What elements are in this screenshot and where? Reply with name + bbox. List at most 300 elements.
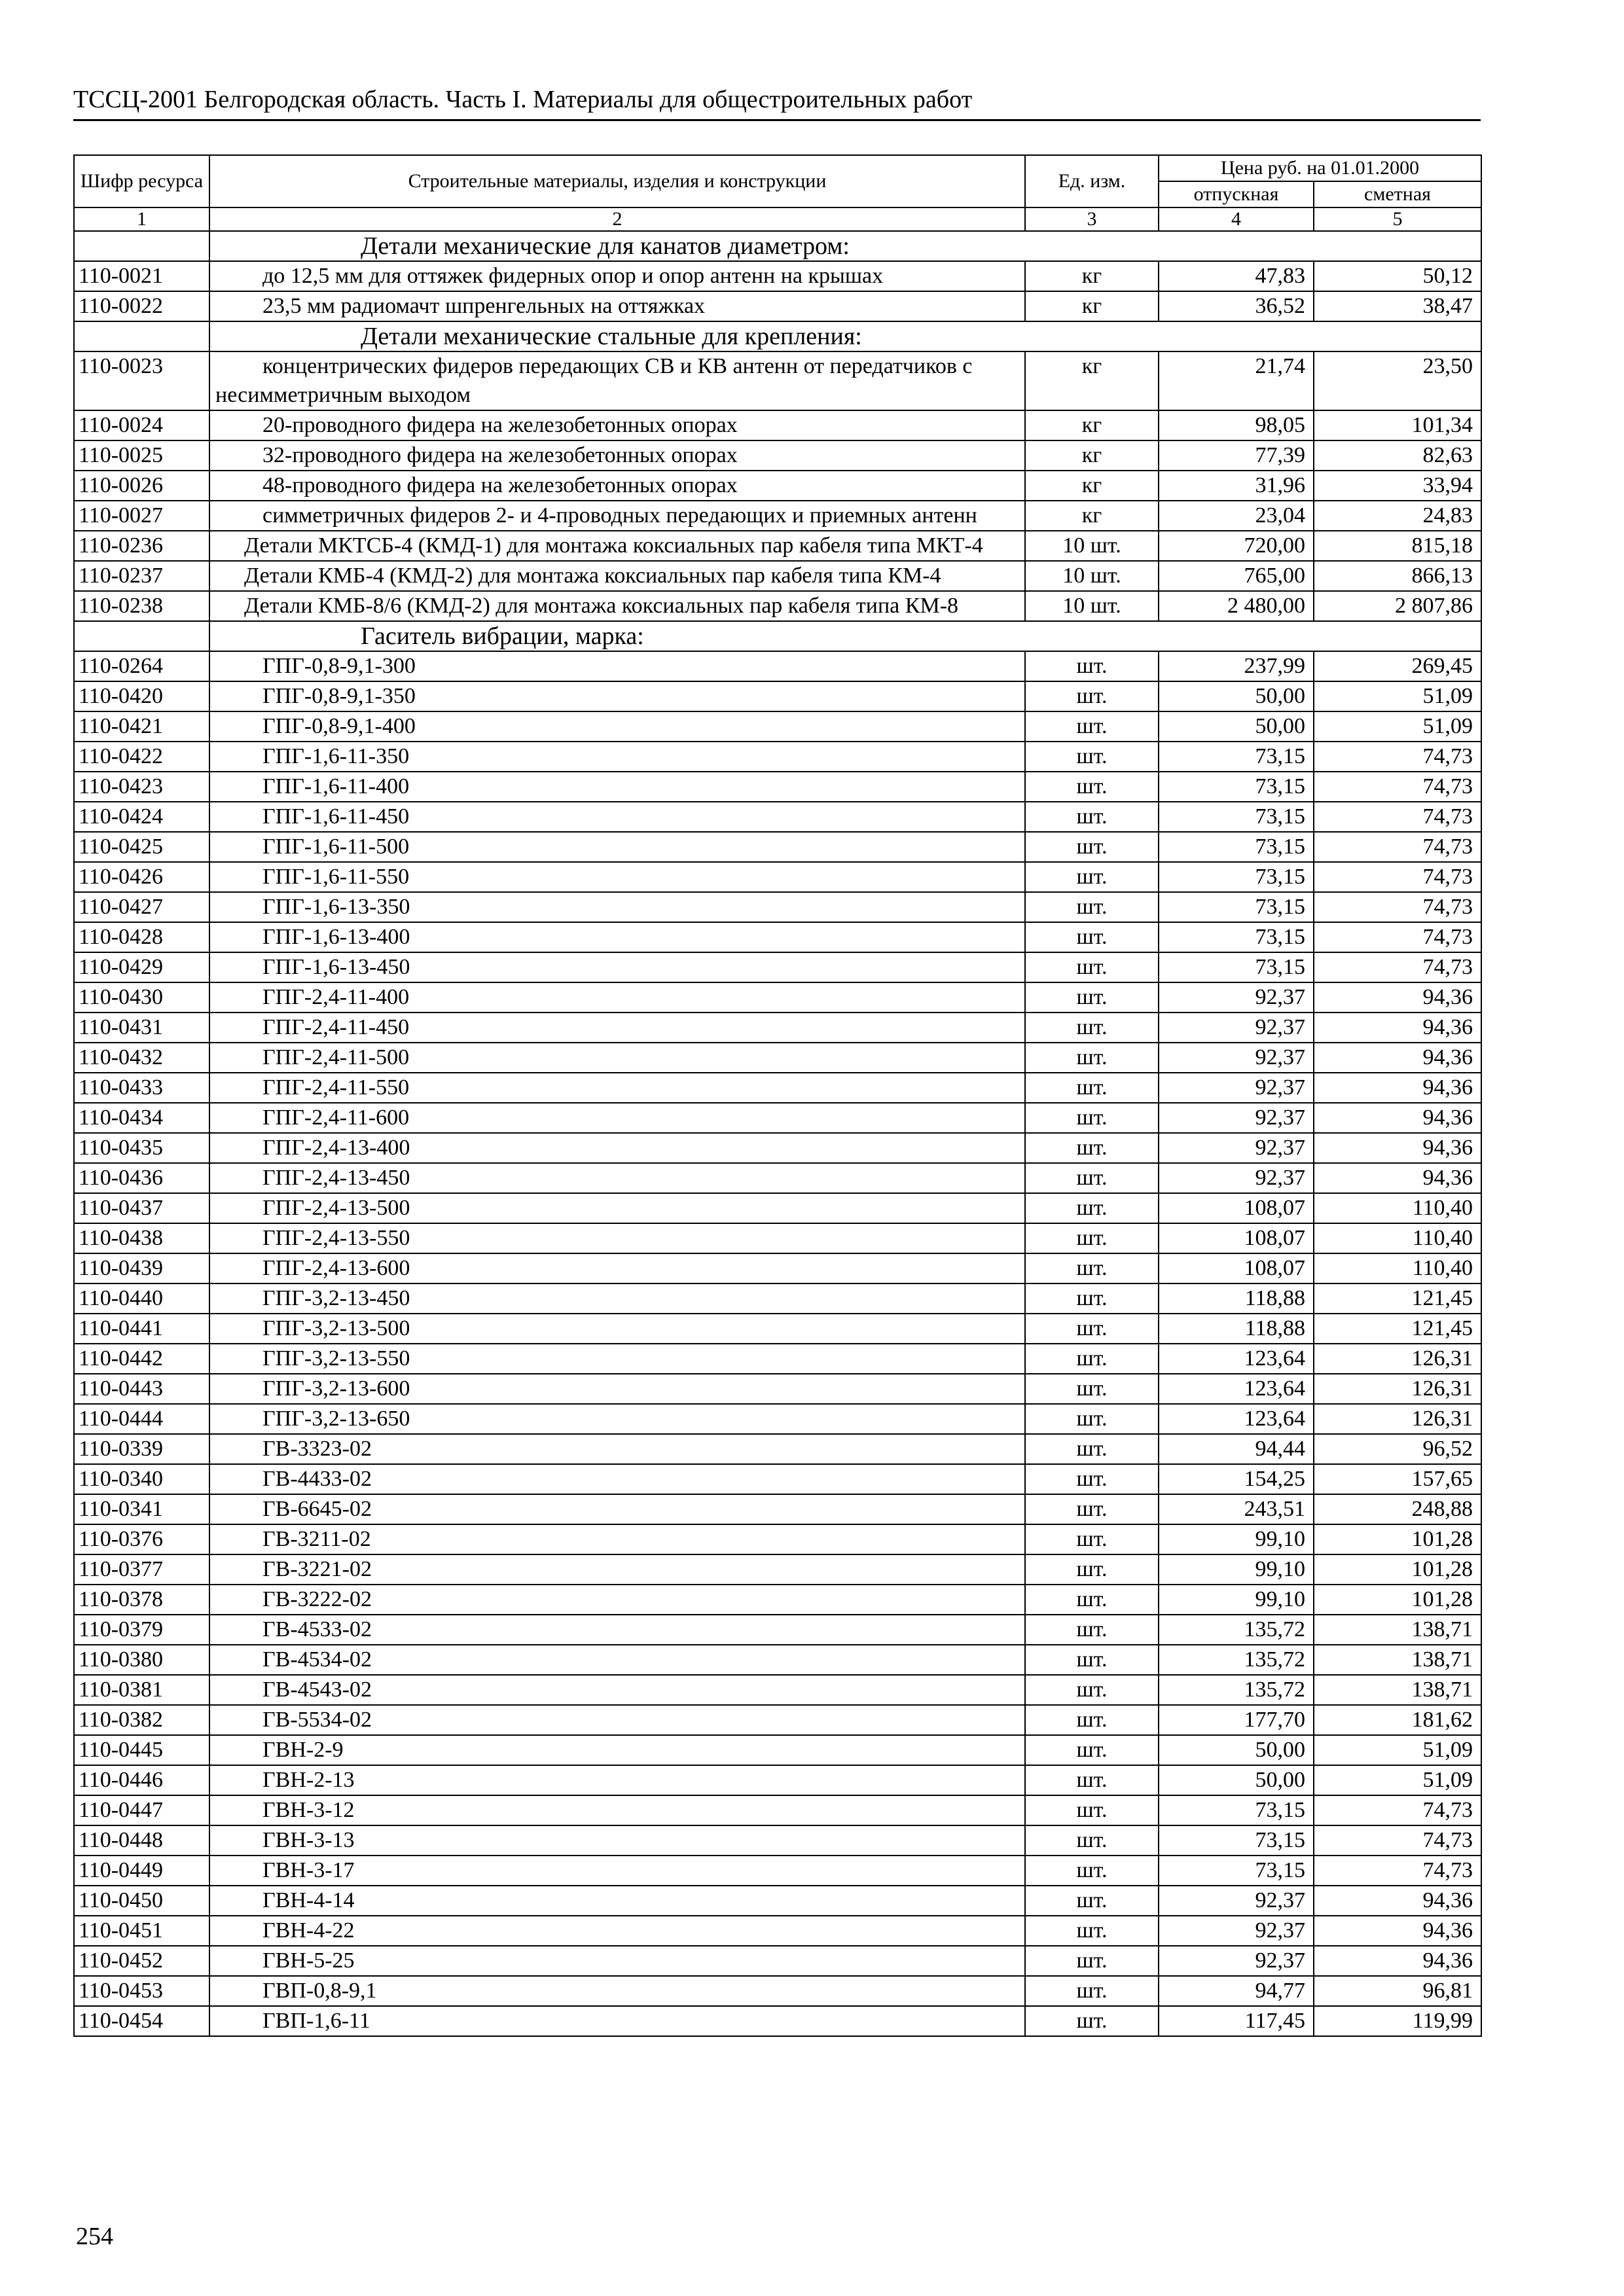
resource-code: 110-0425 — [74, 832, 209, 862]
section-row — [74, 231, 1481, 261]
release-price: 92,37 — [1159, 1163, 1314, 1193]
col-header-code: Шифр ресурса — [74, 155, 209, 207]
material-name: ГПГ-1,6-11-500 — [209, 832, 1025, 862]
unit: шт. — [1025, 1585, 1159, 1615]
estimate-price: 157,65 — [1314, 1464, 1481, 1494]
material-name: ГВ-4433-02 — [209, 1464, 1025, 1494]
resource-code: 110-0444 — [74, 1404, 209, 1434]
col-header-name: Строительные материалы, изделия и конструкции — [209, 155, 1025, 207]
resource-code: 110-0422 — [74, 742, 209, 772]
table-row — [74, 862, 1481, 892]
release-price: 94,77 — [1159, 1976, 1314, 2006]
estimate-price: 74,73 — [1314, 952, 1481, 982]
section-code-cell — [74, 621, 209, 651]
release-price: 117,45 — [1159, 2006, 1314, 2036]
col-header-unit: Ед. изм. — [1025, 155, 1159, 207]
resource-code: 110-0420 — [74, 681, 209, 711]
table-row — [74, 1434, 1481, 1464]
material-name: ГВН-3-12 — [209, 1795, 1025, 1825]
table-row — [74, 1795, 1481, 1825]
unit: кг — [1025, 410, 1159, 440]
resource-code: 110-0341 — [74, 1494, 209, 1524]
col-number: 4 — [1159, 207, 1314, 231]
estimate-price: 51,09 — [1314, 1735, 1481, 1765]
material-name: ГПГ-0,8-9,1-400 — [209, 711, 1025, 742]
unit: шт. — [1025, 711, 1159, 742]
estimate-price: 94,36 — [1314, 1133, 1481, 1163]
release-price: 77,39 — [1159, 440, 1314, 471]
estimate-price: 74,73 — [1314, 1856, 1481, 1886]
release-price: 108,07 — [1159, 1223, 1314, 1253]
estimate-price: 74,73 — [1314, 772, 1481, 802]
release-price: 92,37 — [1159, 1013, 1314, 1043]
release-price: 73,15 — [1159, 892, 1314, 922]
estimate-price: 110,40 — [1314, 1253, 1481, 1283]
resource-code: 110-0432 — [74, 1043, 209, 1073]
estimate-price: 138,71 — [1314, 1675, 1481, 1705]
section-title: Детали механические стальные для крепления: — [209, 321, 1481, 351]
table-row — [74, 1765, 1481, 1795]
resource-code: 110-0442 — [74, 1344, 209, 1374]
unit: кг — [1025, 261, 1159, 291]
resource-code: 110-0423 — [74, 772, 209, 802]
section-code-cell — [74, 321, 209, 351]
material-name: Детали КМБ-4 (КМД-2) для монтажа коксиальных пар кабеля типа КМ-4 — [209, 561, 1025, 591]
resource-code: 110-0027 — [74, 501, 209, 531]
release-price: 154,25 — [1159, 1464, 1314, 1494]
estimate-price: 50,12 — [1314, 261, 1481, 291]
unit: шт. — [1025, 1645, 1159, 1675]
table-row — [74, 681, 1481, 711]
unit: шт. — [1025, 1223, 1159, 1253]
price-table — [73, 154, 1482, 2037]
material-name: ГПГ-1,6-13-400 — [209, 922, 1025, 952]
col-header-price: Цена руб. на 01.01.2000 — [1159, 155, 1481, 181]
release-price: 92,37 — [1159, 1886, 1314, 1916]
unit: шт. — [1025, 1946, 1159, 1976]
section-row — [74, 621, 1481, 651]
release-price: 94,44 — [1159, 1434, 1314, 1464]
col-number: 3 — [1025, 207, 1159, 231]
unit: шт. — [1025, 1916, 1159, 1946]
unit: шт. — [1025, 1103, 1159, 1133]
material-name: 20-проводного фидера на железобетонных опорах — [209, 410, 1025, 440]
material-name: Детали КМБ-8/6 (КМД-2) для монтажа коксиальных пар кабеля типа КМ-8 — [209, 591, 1025, 621]
resource-code: 110-0379 — [74, 1615, 209, 1645]
material-name: ГПГ-2,4-11-450 — [209, 1013, 1025, 1043]
resource-code: 110-0026 — [74, 471, 209, 501]
estimate-price: 126,31 — [1314, 1404, 1481, 1434]
estimate-price: 94,36 — [1314, 1163, 1481, 1193]
release-price: 21,74 — [1159, 351, 1314, 410]
release-price: 135,72 — [1159, 1615, 1314, 1645]
table-row — [74, 1404, 1481, 1434]
table-row — [74, 440, 1481, 471]
material-name: ГПГ-1,6-11-450 — [209, 802, 1025, 832]
release-price: 92,37 — [1159, 1946, 1314, 1976]
material-name: ГВП-1,6-11 — [209, 2006, 1025, 2036]
resource-code: 110-0435 — [74, 1133, 209, 1163]
release-price: 73,15 — [1159, 742, 1314, 772]
release-price: 92,37 — [1159, 1916, 1314, 1946]
unit: шт. — [1025, 1554, 1159, 1585]
unit: шт. — [1025, 862, 1159, 892]
unit: шт. — [1025, 1404, 1159, 1434]
material-name: ГВ-4534-02 — [209, 1645, 1025, 1675]
release-price: 118,88 — [1159, 1314, 1314, 1344]
release-price: 36,52 — [1159, 291, 1314, 321]
resource-code: 110-0431 — [74, 1013, 209, 1043]
release-price: 50,00 — [1159, 1735, 1314, 1765]
resource-code: 110-0427 — [74, 892, 209, 922]
table-header — [74, 155, 1481, 231]
resource-code: 110-0024 — [74, 410, 209, 440]
resource-code: 110-0441 — [74, 1314, 209, 1344]
section-title: Детали механические для канатов диаметром: — [209, 231, 1481, 261]
release-price: 177,70 — [1159, 1705, 1314, 1735]
resource-code: 110-0445 — [74, 1735, 209, 1765]
estimate-price: 94,36 — [1314, 1946, 1481, 1976]
table-row — [74, 1374, 1481, 1404]
release-price: 99,10 — [1159, 1524, 1314, 1554]
material-name: ГПГ-2,4-13-400 — [209, 1133, 1025, 1163]
material-name: ГПГ-3,2-13-500 — [209, 1314, 1025, 1344]
estimate-price: 101,34 — [1314, 410, 1481, 440]
release-price: 92,37 — [1159, 982, 1314, 1013]
table-row — [74, 471, 1481, 501]
estimate-price: 815,18 — [1314, 531, 1481, 561]
estimate-price: 101,28 — [1314, 1524, 1481, 1554]
unit: шт. — [1025, 832, 1159, 862]
table-body — [74, 231, 1481, 2036]
resource-code: 110-0428 — [74, 922, 209, 952]
resource-code: 110-0378 — [74, 1585, 209, 1615]
release-price: 50,00 — [1159, 1765, 1314, 1795]
material-name: 48-проводного фидера на железобетонных опорах — [209, 471, 1025, 501]
table-row — [74, 1314, 1481, 1344]
material-name: Детали МКТСБ-4 (КМД-1) для монтажа коксиальных пар кабеля типа МКТ-4 — [209, 531, 1025, 561]
release-price: 92,37 — [1159, 1043, 1314, 1073]
release-price: 73,15 — [1159, 1795, 1314, 1825]
table-row — [74, 832, 1481, 862]
release-price: 73,15 — [1159, 952, 1314, 982]
unit: шт. — [1025, 1765, 1159, 1795]
table-row — [74, 501, 1481, 531]
material-name: ГПГ-2,4-13-500 — [209, 1193, 1025, 1223]
table-row — [74, 772, 1481, 802]
table-row — [74, 1253, 1481, 1283]
resource-code: 110-0421 — [74, 711, 209, 742]
material-name: симметричных фидеров 2- и 4-проводных передающих и приемных антенн — [209, 501, 1025, 531]
col-number: 1 — [74, 207, 209, 231]
unit: шт. — [1025, 1976, 1159, 2006]
release-price: 720,00 — [1159, 531, 1314, 561]
estimate-price: 269,45 — [1314, 651, 1481, 681]
estimate-price: 51,09 — [1314, 681, 1481, 711]
resource-code: 110-0434 — [74, 1103, 209, 1133]
table-row — [74, 1073, 1481, 1103]
table-row — [74, 261, 1481, 291]
estimate-price: 82,63 — [1314, 440, 1481, 471]
table-row — [74, 1645, 1481, 1675]
unit: шт. — [1025, 1163, 1159, 1193]
release-price: 92,37 — [1159, 1073, 1314, 1103]
table-row — [74, 651, 1481, 681]
table-row — [74, 410, 1481, 440]
estimate-price: 248,88 — [1314, 1494, 1481, 1524]
estimate-price: 51,09 — [1314, 711, 1481, 742]
material-name: ГПГ-3,2-13-450 — [209, 1283, 1025, 1314]
estimate-price: 110,40 — [1314, 1223, 1481, 1253]
release-price: 123,64 — [1159, 1374, 1314, 1404]
unit: кг — [1025, 440, 1159, 471]
unit: шт. — [1025, 1524, 1159, 1554]
resource-code: 110-0449 — [74, 1856, 209, 1886]
estimate-price: 74,73 — [1314, 742, 1481, 772]
table-row — [74, 1615, 1481, 1645]
unit: 10 шт. — [1025, 591, 1159, 621]
unit: кг — [1025, 351, 1159, 410]
material-name: ГВП-0,8-9,1 — [209, 1976, 1025, 2006]
table-row — [74, 2006, 1481, 2036]
material-name: ГПГ-2,4-13-450 — [209, 1163, 1025, 1193]
material-name: ГВН-5-25 — [209, 1946, 1025, 1976]
table-row — [74, 1163, 1481, 1193]
resource-code: 110-0430 — [74, 982, 209, 1013]
resource-code: 110-0433 — [74, 1073, 209, 1103]
table-row — [74, 1043, 1481, 1073]
material-name: ГПГ-2,4-11-400 — [209, 982, 1025, 1013]
material-name: ГВН-2-9 — [209, 1735, 1025, 1765]
estimate-price: 96,52 — [1314, 1434, 1481, 1464]
estimate-price: 38,47 — [1314, 291, 1481, 321]
estimate-price: 74,73 — [1314, 892, 1481, 922]
table-row — [74, 1103, 1481, 1133]
material-name: ГВН-2-13 — [209, 1765, 1025, 1795]
table-row — [74, 742, 1481, 772]
resource-code: 110-0448 — [74, 1825, 209, 1856]
release-price: 243,51 — [1159, 1494, 1314, 1524]
unit: шт. — [1025, 922, 1159, 952]
release-price: 23,04 — [1159, 501, 1314, 531]
resource-code: 110-0454 — [74, 2006, 209, 2036]
estimate-price: 23,50 — [1314, 351, 1481, 410]
unit: шт. — [1025, 1344, 1159, 1374]
col-header-estimate: сметная — [1314, 181, 1481, 207]
table-row — [74, 1916, 1481, 1946]
resource-code: 110-0446 — [74, 1765, 209, 1795]
material-name: 32-проводного фидера на железобетонных опорах — [209, 440, 1025, 471]
unit: шт. — [1025, 1615, 1159, 1645]
material-name: ГПГ-0,8-9,1-350 — [209, 681, 1025, 711]
resource-code: 110-0424 — [74, 802, 209, 832]
release-price: 118,88 — [1159, 1283, 1314, 1314]
estimate-price: 119,99 — [1314, 2006, 1481, 2036]
resource-code: 110-0452 — [74, 1946, 209, 1976]
resource-code: 110-0429 — [74, 952, 209, 982]
material-name: ГВ-6645-02 — [209, 1494, 1025, 1524]
unit: шт. — [1025, 1073, 1159, 1103]
resource-code: 110-0453 — [74, 1976, 209, 2006]
unit: шт. — [1025, 892, 1159, 922]
release-price: 73,15 — [1159, 1825, 1314, 1856]
estimate-price: 74,73 — [1314, 1825, 1481, 1856]
unit: шт. — [1025, 1795, 1159, 1825]
release-price: 73,15 — [1159, 862, 1314, 892]
resource-code: 110-0437 — [74, 1193, 209, 1223]
material-name: ГПГ-3,2-13-550 — [209, 1344, 1025, 1374]
estimate-price: 74,73 — [1314, 802, 1481, 832]
estimate-price: 101,28 — [1314, 1554, 1481, 1585]
table-row — [74, 892, 1481, 922]
table-row — [74, 1494, 1481, 1524]
estimate-price: 121,45 — [1314, 1283, 1481, 1314]
material-name: ГВ-5534-02 — [209, 1705, 1025, 1735]
release-price: 92,37 — [1159, 1133, 1314, 1163]
section-row — [74, 321, 1481, 351]
release-price: 73,15 — [1159, 802, 1314, 832]
resource-code: 110-0340 — [74, 1464, 209, 1494]
unit: шт. — [1025, 1464, 1159, 1494]
table-row — [74, 1013, 1481, 1043]
resource-code: 110-0023 — [74, 351, 209, 410]
unit: шт. — [1025, 1283, 1159, 1314]
resource-code: 110-0450 — [74, 1886, 209, 1916]
material-name: ГПГ-1,6-13-350 — [209, 892, 1025, 922]
resource-code: 110-0426 — [74, 862, 209, 892]
resource-code: 110-0021 — [74, 261, 209, 291]
release-price: 73,15 — [1159, 832, 1314, 862]
table-row — [74, 1675, 1481, 1705]
table-row — [74, 1344, 1481, 1374]
unit: шт. — [1025, 681, 1159, 711]
release-price: 2 480,00 — [1159, 591, 1314, 621]
release-price: 73,15 — [1159, 1856, 1314, 1886]
table-row — [74, 802, 1481, 832]
table-row — [74, 1223, 1481, 1253]
estimate-price: 94,36 — [1314, 1886, 1481, 1916]
unit: шт. — [1025, 1825, 1159, 1856]
unit: шт. — [1025, 1494, 1159, 1524]
material-name: ГПГ-3,2-13-650 — [209, 1404, 1025, 1434]
resource-code: 110-0443 — [74, 1374, 209, 1404]
estimate-price: 94,36 — [1314, 1103, 1481, 1133]
col-number: 2 — [209, 207, 1025, 231]
unit: шт. — [1025, 1434, 1159, 1464]
material-name: ГПГ-1,6-11-400 — [209, 772, 1025, 802]
table-row — [74, 1886, 1481, 1916]
resource-code: 110-0236 — [74, 531, 209, 561]
release-price: 31,96 — [1159, 471, 1314, 501]
release-price: 237,99 — [1159, 651, 1314, 681]
table-row — [74, 1133, 1481, 1163]
estimate-price: 138,71 — [1314, 1645, 1481, 1675]
release-price: 123,64 — [1159, 1404, 1314, 1434]
resource-code: 110-0451 — [74, 1916, 209, 1946]
estimate-price: 866,13 — [1314, 561, 1481, 591]
table-row — [74, 1464, 1481, 1494]
resource-code: 110-0382 — [74, 1705, 209, 1735]
material-name: ГПГ-1,6-13-450 — [209, 952, 1025, 982]
material-name: ГВН-4-14 — [209, 1886, 1025, 1916]
table-row — [74, 1856, 1481, 1886]
material-name: ГВ-4543-02 — [209, 1675, 1025, 1705]
unit: шт. — [1025, 1675, 1159, 1705]
page-header — [73, 84, 1481, 121]
unit: шт. — [1025, 1253, 1159, 1283]
estimate-price: 126,31 — [1314, 1344, 1481, 1374]
estimate-price: 94,36 — [1314, 1916, 1481, 1946]
resource-code: 110-0380 — [74, 1645, 209, 1675]
estimate-price: 51,09 — [1314, 1765, 1481, 1795]
table-row — [74, 1524, 1481, 1554]
resource-code: 110-0264 — [74, 651, 209, 681]
material-name: 23,5 мм радиомачт шпренгельных на оттяжках — [209, 291, 1025, 321]
material-name: ГПГ-3,2-13-600 — [209, 1374, 1025, 1404]
table-row — [74, 1283, 1481, 1314]
release-price: 50,00 — [1159, 711, 1314, 742]
release-price: 135,72 — [1159, 1675, 1314, 1705]
table-row — [74, 351, 1481, 410]
estimate-price: 181,62 — [1314, 1705, 1481, 1735]
table-row — [74, 952, 1481, 982]
table-row — [74, 1193, 1481, 1223]
unit: шт. — [1025, 982, 1159, 1013]
material-name: ГПГ-0,8-9,1-300 — [209, 651, 1025, 681]
unit: шт. — [1025, 1133, 1159, 1163]
unit: кг — [1025, 471, 1159, 501]
resource-code: 110-0237 — [74, 561, 209, 591]
release-price: 108,07 — [1159, 1253, 1314, 1283]
page-number: 254 — [76, 2223, 113, 2250]
resource-code: 110-0022 — [74, 291, 209, 321]
unit: шт. — [1025, 772, 1159, 802]
unit: шт. — [1025, 1705, 1159, 1735]
table-row — [74, 1705, 1481, 1735]
unit: шт. — [1025, 1013, 1159, 1043]
page-header-title: ТССЦ-2001 Белгородская область. Часть I. Материалы для общестроительных работ — [73, 86, 973, 113]
table-row — [74, 1946, 1481, 1976]
resource-code: 110-0377 — [74, 1554, 209, 1585]
estimate-price: 74,73 — [1314, 922, 1481, 952]
estimate-price: 33,94 — [1314, 471, 1481, 501]
resource-code: 110-0447 — [74, 1795, 209, 1825]
estimate-price: 94,36 — [1314, 1043, 1481, 1073]
unit: 10 шт. — [1025, 561, 1159, 591]
material-name: концентрических фидеров передающих СВ и КВ антенн от передатчиков с несимметричным выходом — [209, 351, 1025, 410]
material-name: ГВН-3-17 — [209, 1856, 1025, 1886]
col-header-release: отпускная — [1159, 181, 1314, 207]
estimate-price: 74,73 — [1314, 862, 1481, 892]
unit: 10 шт. — [1025, 531, 1159, 561]
release-price: 73,15 — [1159, 922, 1314, 952]
resource-code: 110-0436 — [74, 1163, 209, 1193]
table-row — [74, 922, 1481, 952]
unit: шт. — [1025, 742, 1159, 772]
estimate-price: 74,73 — [1314, 832, 1481, 862]
material-name: ГПГ-2,4-11-500 — [209, 1043, 1025, 1073]
estimate-price: 138,71 — [1314, 1615, 1481, 1645]
table-row — [74, 531, 1481, 561]
table-row — [74, 591, 1481, 621]
resource-code: 110-0381 — [74, 1675, 209, 1705]
release-price: 135,72 — [1159, 1645, 1314, 1675]
resource-code: 110-0025 — [74, 440, 209, 471]
material-name: ГВН-3-13 — [209, 1825, 1025, 1856]
section-title: Гаситель вибрации, марка: — [209, 621, 1481, 651]
table-row — [74, 291, 1481, 321]
release-price: 99,10 — [1159, 1554, 1314, 1585]
